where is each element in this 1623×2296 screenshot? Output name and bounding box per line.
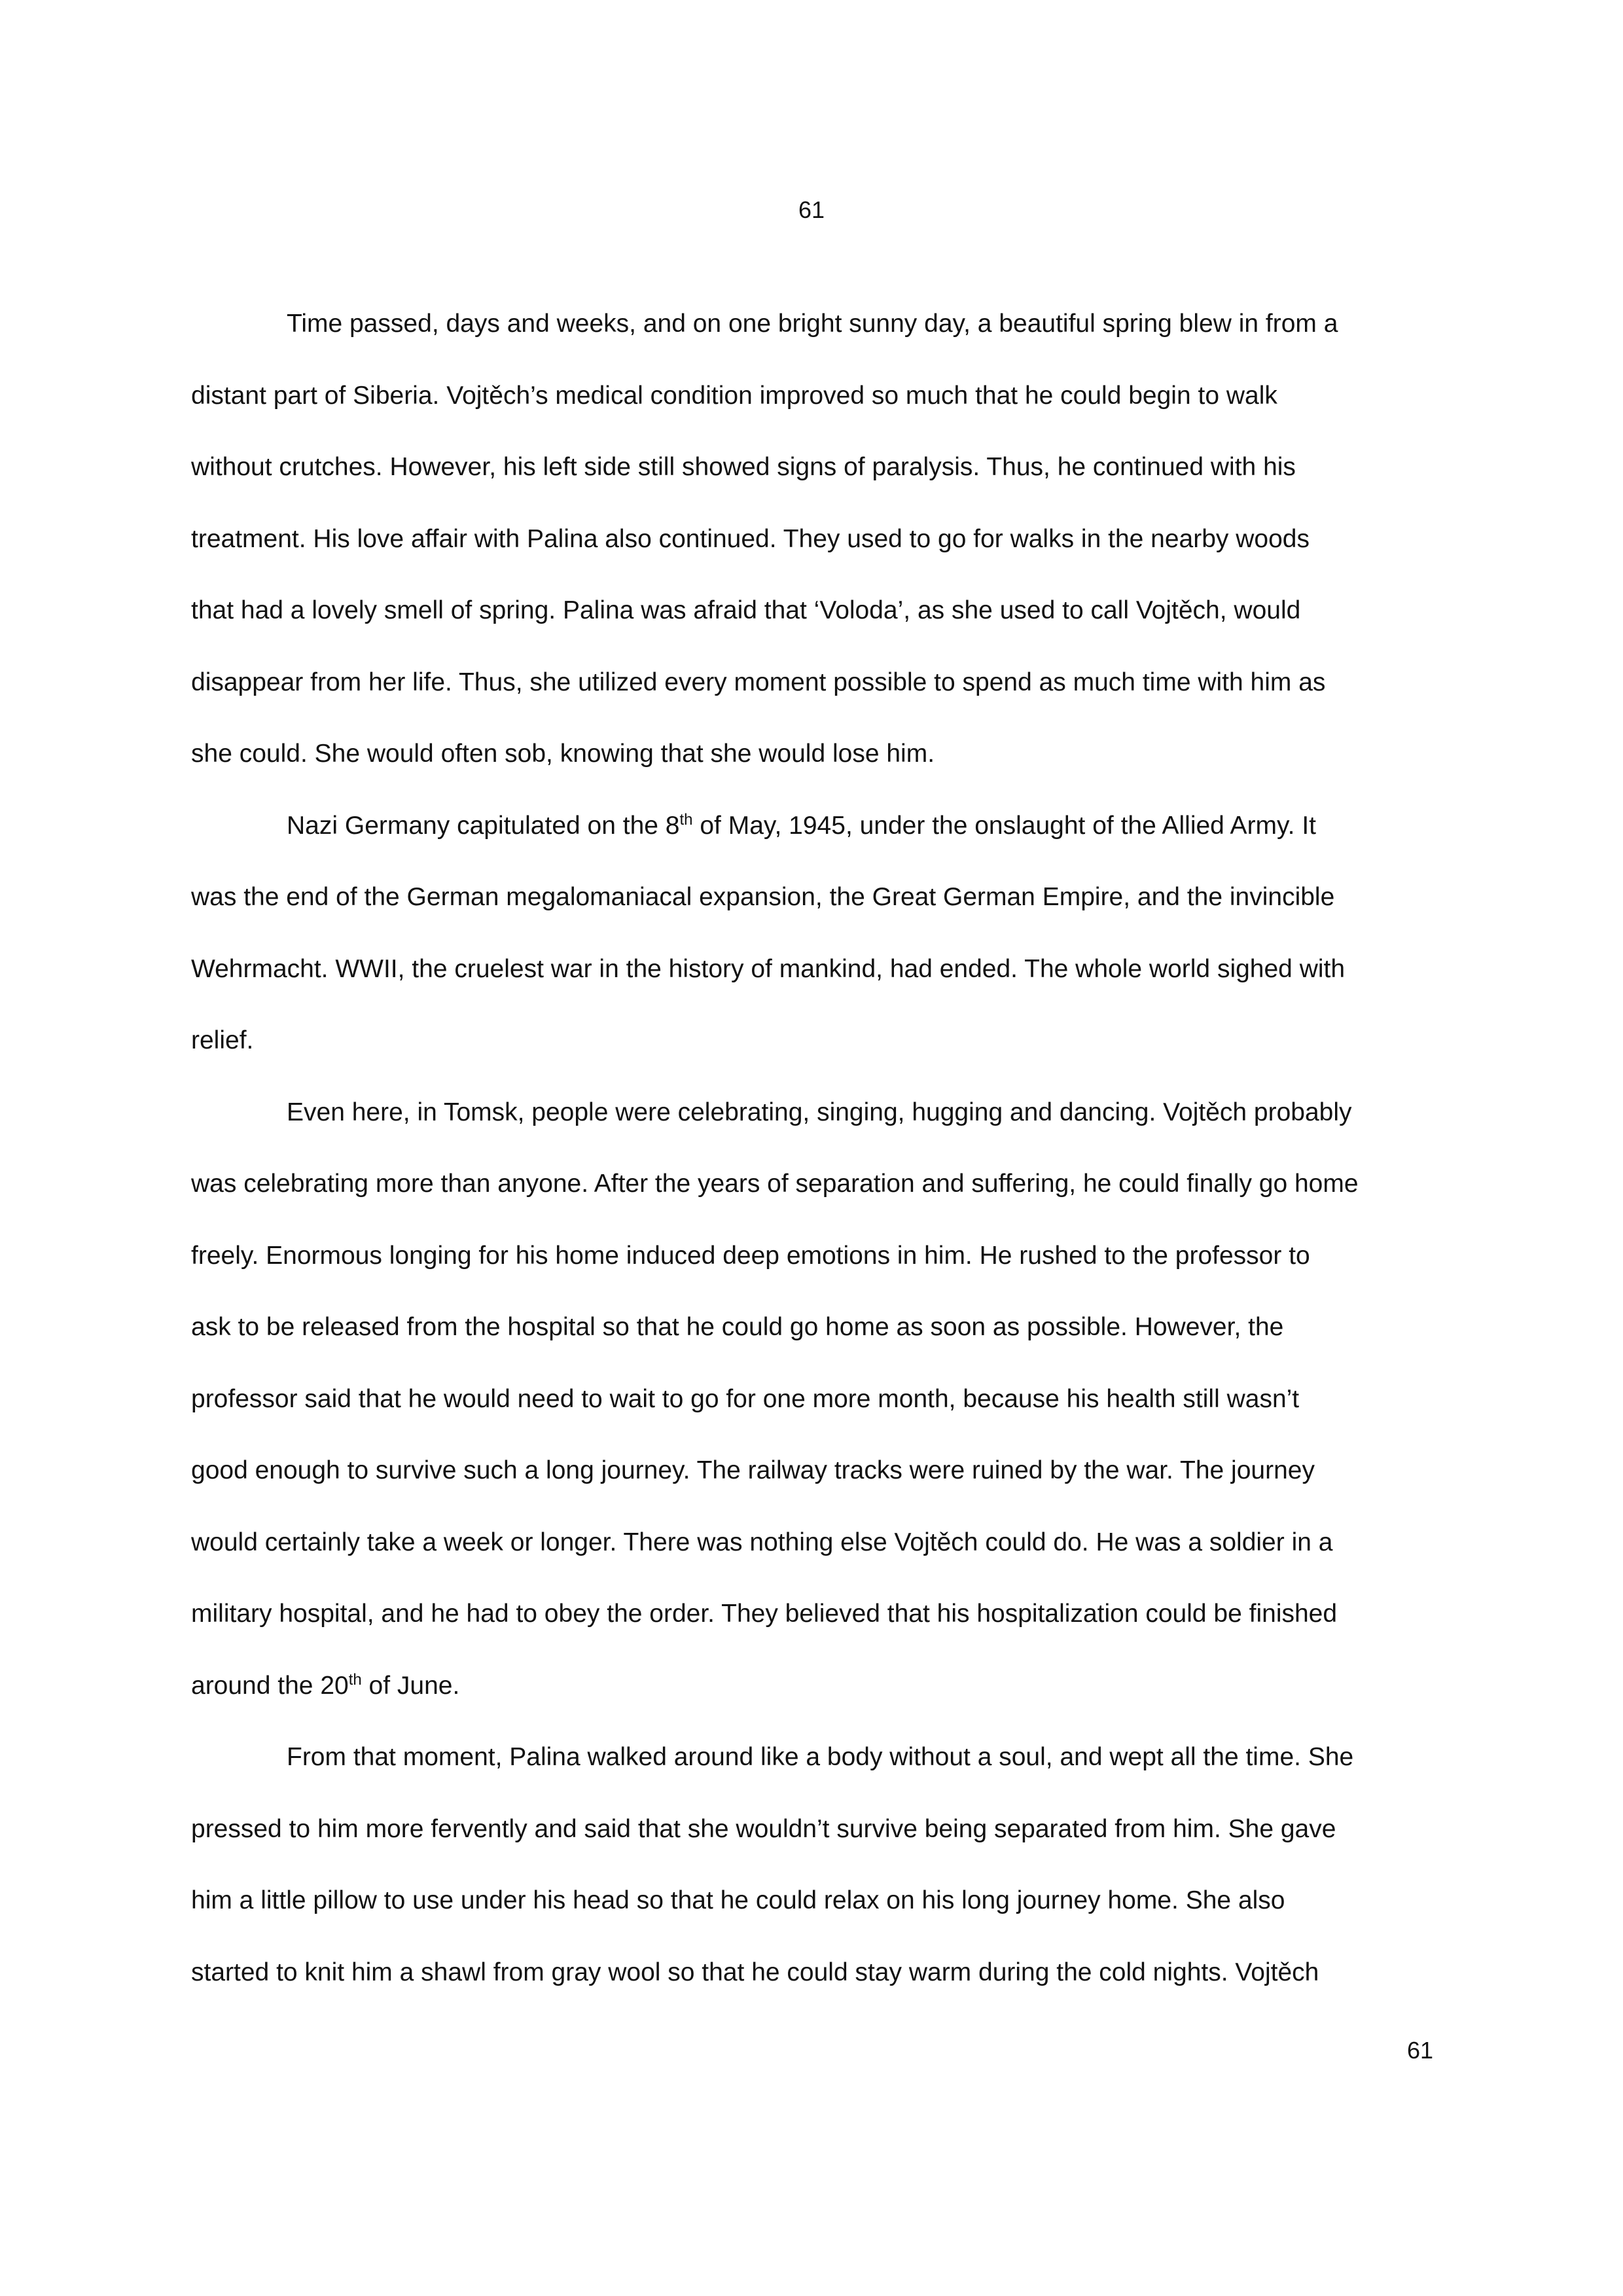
text-line: Time passed, days and weeks, and on one bright sunny day, a beautiful spring blew in from a	[287, 310, 1338, 338]
text-line	[191, 1650, 1454, 1722]
ordinal-suffix: th	[679, 810, 693, 829]
text-line: without crutches. However, his left side still showed signs of paralysis. Thus, he continued with his	[191, 453, 1296, 481]
text-line: From that moment, Palina walked around like a body without a soul, and wept all the time. She	[287, 1743, 1354, 1771]
text-line: treatment. His love affair with Palina also continued. They used to go for walks in the nearby woods	[191, 524, 1310, 553]
text-line: good enough to survive such a long journey. The railway tracks were ruined by the war. The journey	[191, 1456, 1315, 1484]
body-text	[191, 288, 1454, 2008]
text-line: Wehrmacht. WWII, the cruelest war in the history of mankind, had ended. The whole world sighed with	[191, 954, 1346, 983]
text-line: professor said that he would need to wait to go for one more month, because his health still wasn’t	[191, 1384, 1300, 1413]
text-line: she could. She would often sob, knowing that she would lose him.	[191, 740, 935, 768]
paragraph-2	[191, 790, 1454, 1077]
text-line: freely. Enormous longing for his home induced deep emotions in him. He rushed to the professor to	[191, 1241, 1310, 1270]
paragraph-1	[191, 288, 1454, 790]
page-number-bottom: 61	[1406, 2037, 1433, 2064]
text-fragment: of May, 1945, under the onslaught of the Allied Army. It	[692, 811, 1316, 840]
text-fragment: Nazi Germany capitulated on the 8	[287, 811, 680, 840]
paragraph-4	[191, 1721, 1454, 2008]
text-line: distant part of Siberia. Vojtěch’s medical condition improved so much that he could begin to walk	[191, 381, 1277, 410]
text-line: that had a lovely smell of spring. Palina was afraid that ‘Voloda’, as she used to call Vojtěch, would	[191, 596, 1301, 624]
text-line: relief.	[191, 1026, 254, 1054]
text-fragment: of June.	[361, 1671, 460, 1700]
page-number-top: 61	[798, 196, 825, 223]
text-fragment: around the 20	[191, 1671, 349, 1700]
text-line: ask to be released from the hospital so that he could go home as soon as possible. However, the	[191, 1313, 1284, 1341]
text-line: him a little pillow to use under his head so that he could relax on his long journey home. She also	[191, 1886, 1285, 1914]
text-line: disappear from her life. Thus, she utilized every moment possible to spend as much time with him as	[191, 668, 1326, 696]
text-line: was celebrating more than anyone. After the years of separation and suffering, he could finally go home	[191, 1170, 1359, 1198]
text-line: would certainly take a week or longer. There was nothing else Vojtěch could do. He was a soldier in a	[191, 1528, 1333, 1556]
text-line: started to knit him a shawl from gray wool so that he could stay warm during the cold nights. Vojtěch	[191, 1958, 1319, 1986]
paragraph-3	[191, 1077, 1454, 1722]
text-line: military hospital, and he had to obey the order. They believed that his hospitalization could be finished	[191, 1600, 1338, 1628]
text-line: was the end of the German megalomaniacal expansion, the Great German Empire, and the invincible	[191, 883, 1335, 911]
ordinal-suffix: th	[348, 1670, 362, 1689]
text-line: pressed to him more fervently and said that she wouldn’t survive being separated from him. She gave	[191, 1814, 1336, 1843]
text-line: Even here, in Tomsk, people were celebrating, singing, hugging and dancing. Vojtěch probably	[287, 1098, 1352, 1126]
text-line	[191, 790, 1454, 862]
